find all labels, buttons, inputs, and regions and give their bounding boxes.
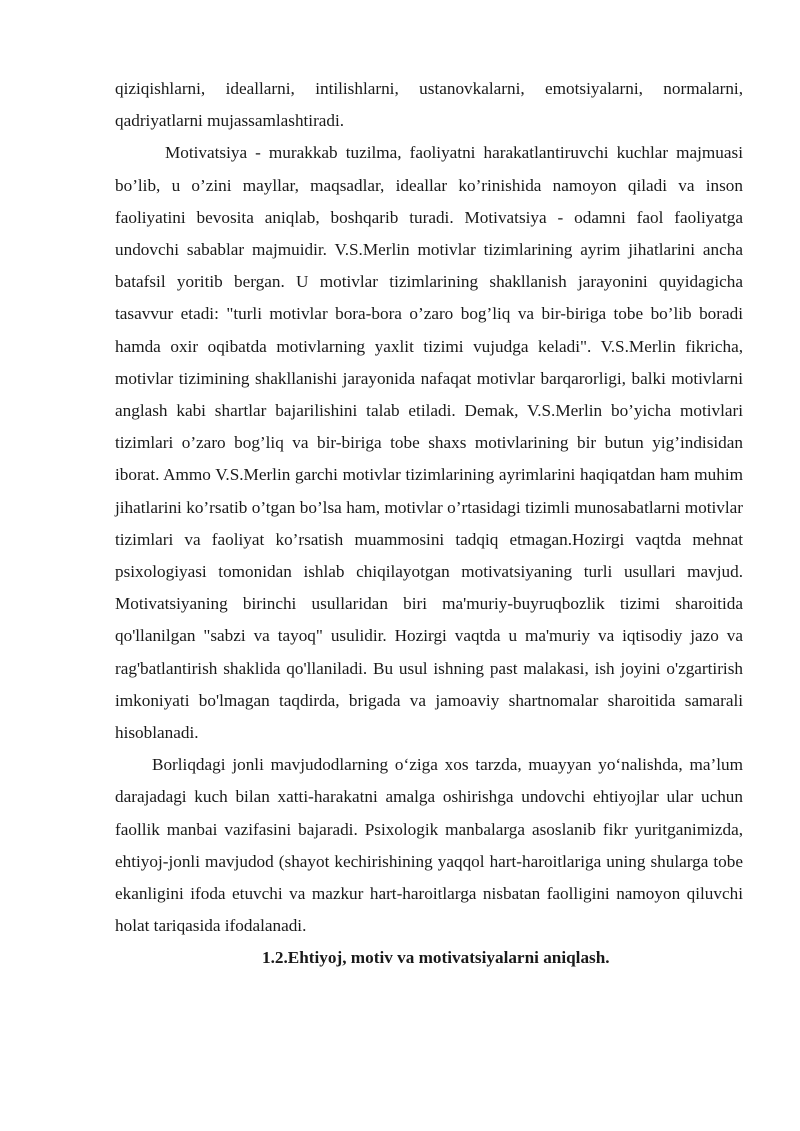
paragraph-needs: Borliqdagi jonli mavjudodlarning o‘ziga xos tarzda, muayyan yo‘nalishda, ma’lum darajadagi kuch bilan xatti-harakatni amalga oshirishga undovchi ehtiyojlar ular uchun faollik manbai vazifasini bajaradi. Psixologik manbalarga asoslanib fikr yuritganimizda, ehtiyoj-jonli mavjudod (shayot kechirishining yaqqol hart-haroitlariga uning shularga tobe ekanligini ifoda etuvchi va mazkur hart-haroitlarga nisbatan faolligini namoyon qiluvchi holat tariqasida ifodalanadi. <box>115 755 743 936</box>
document-page <box>115 73 743 975</box>
paragraph-continuation: qiziqishlarni, ideallarni, intilishlarni, ustanovkalarni, emotsiyalarni, normalarni, qadriyatlarni mujassamlashtiradi. <box>115 79 743 131</box>
paragraph-motivation-definition: Motivatsiya - murakkab tuzilma, faoliyatni harakatlantiruvchi kuchlar majmuasi bo’lib, u o’zini mayllar, maqsadlar, ideallar ko’rinishida namoyon qiladi va inson faoliyatini bevosita aniqlab, boshqarib turadi. Motivatsiya - odamni faol faoliyatga undovchi sabablar majmuidir. V.S.Merlin motivlar tizimlarining ayrim jihatlarini ancha batafsil yoritib bergan. U motivlar tizimlarining shakllanish jarayonini quyidagicha tasavvur etadi: "turli motivlar bora-bora o’zaro bog’liq va bir-biriga tobe bo’lib boradi hamda oxir oqibatda motivlarning yaxlit tizimi vujudga keladi". V.S.Merlin fikricha, motivlar tizimining shakllanishi jarayonida nafaqat motivlar barqarorligi, balki motivlarni anglash kabi shartlar bajarilishini talab etiladi. Demak, V.S.Merlin bo’yicha motivlari tizimlari o’zaro bog’liq va bir-biriga tobe shaxs motivlarining bir butun yig’indisidan iborat. Ammo V.S.Merlin garchi motivlar tizimlarining ayrimlarini haqiqatdan ham muhim jihatlarini ko’rsatib o’tgan bo’lsa ham, motivlar o’rtasidagi tizimli munosabatlarni motivlar tizimlari va faoliyat ko’rsatish muammosini tadqiq etmagan.Hozirgi vaqtda mehnat psixologiyasi tomonidan ishlab chiqilayotgan motivatsiyaning turli usullari mavjud. Motivatsiyaning birinchi usullaridan biri ma'muriy-buyruqbozlik tizimi sharoitida qo'llanilgan "sabzi va tayoq" usulidir. Hozirgi vaqtda u ma'muriy va iqtisodiy jazo va rag'batlantirish shaklida qo'llaniladi. Bu usul ishning past malakasi, ish joyini o'zgartirish imkoniyati bo'lmagan taqdirda, brigada va jamoaviy shartnomalar sharoitida samarali hisoblanadi. <box>115 143 743 743</box>
section-heading: 1.2.Ehtiyoj, motiv va motivatsiyalarni aniqlash. <box>262 948 610 968</box>
